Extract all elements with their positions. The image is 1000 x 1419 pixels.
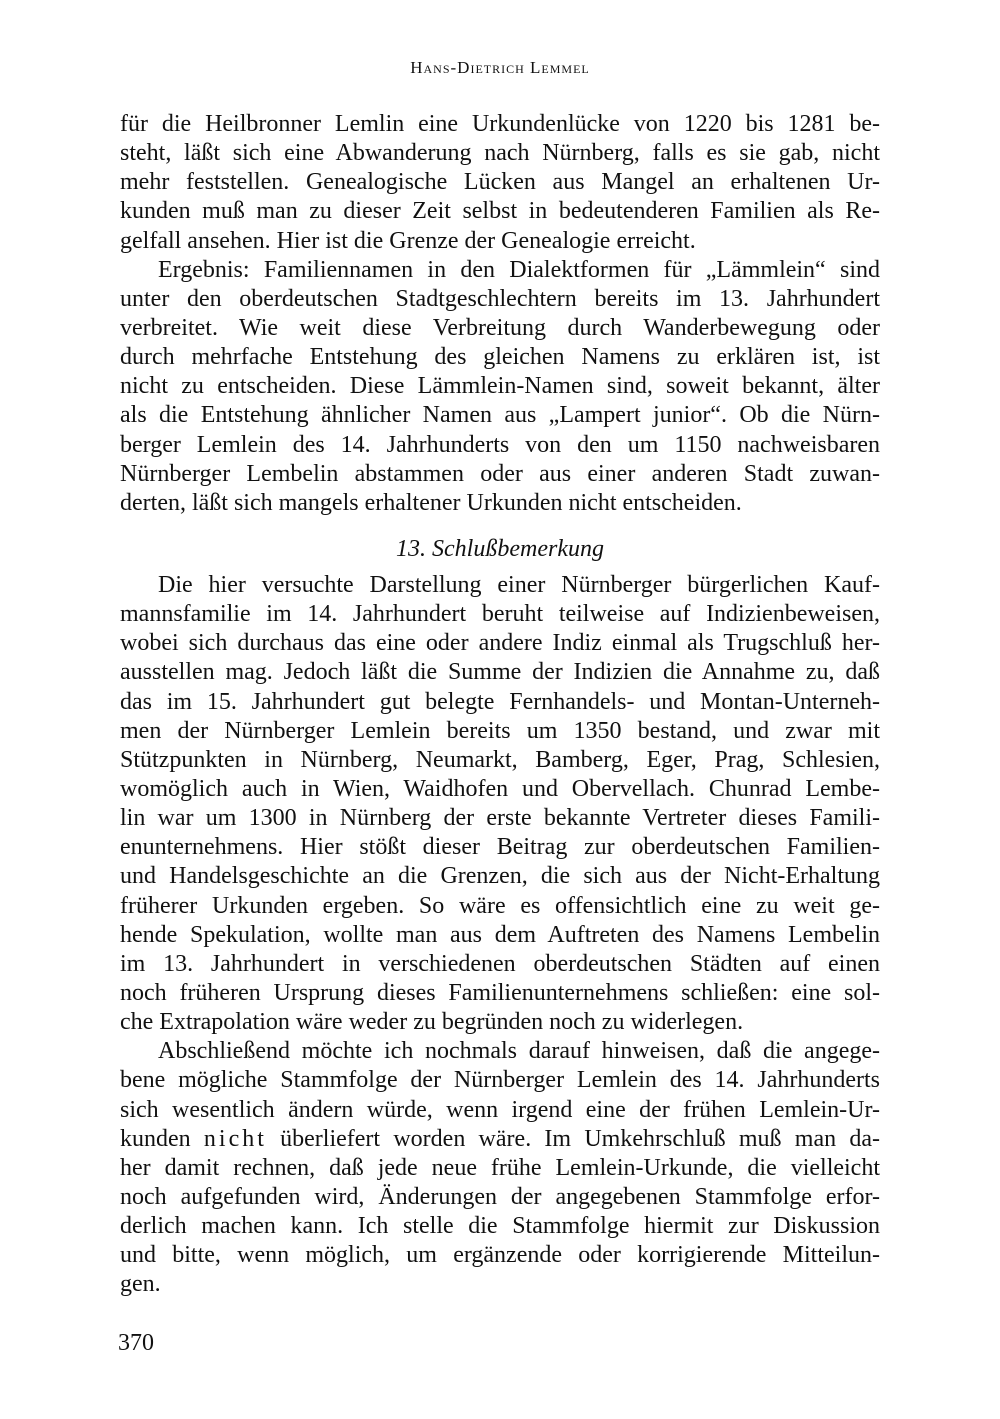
text-line: und Handelsgeschichte an die Grenzen, die sich aus der Nicht-Erhaltung bbox=[120, 863, 880, 890]
text-line: früherer Urkunden ergeben. So wäre es offensichtlich eine zu weit ge- bbox=[120, 892, 880, 919]
body-text bbox=[120, 110, 880, 1299]
text-run: überliefert worden wäre. Im Umkehrschluß muß man da- bbox=[280, 1125, 881, 1152]
text-run: kunden bbox=[120, 1125, 191, 1152]
text-line: noch früheren Ursprung dieses Familienunternehmens schließen: eine sol- bbox=[120, 979, 880, 1006]
text-line: Abschließend möchte ich nochmals darauf hinweisen, daß die angege- bbox=[158, 1038, 880, 1065]
text-line bbox=[120, 1125, 880, 1154]
text-line: mannsfamilie im 14. Jahrhundert beruht teilweise auf Indizienbeweisen, bbox=[120, 601, 880, 628]
text-line: her damit rechnen, daß jede neue frühe Lemlein-Urkunde, die vielleicht bbox=[120, 1154, 880, 1181]
text-line: derten, läßt sich mangels erhaltener Urkunden nicht entscheiden. bbox=[120, 489, 742, 516]
text-line: berger Lemlein des 14. Jahrhunderts von den um 1150 nachweisbaren bbox=[120, 431, 880, 458]
text-line: steht, läßt sich eine Abwanderung nach Nürnberg, falls es sie gab, nicht bbox=[120, 140, 880, 167]
text-line: ausstellen mag. Jedoch läßt die Summe der Indizien die Annahme zu, daß bbox=[120, 659, 880, 686]
emphasized-word: nicht bbox=[203, 1125, 267, 1152]
text-line: hende Spekulation, wollte man aus dem Auftreten des Namens Lembelin bbox=[120, 921, 880, 948]
paragraph bbox=[120, 256, 880, 518]
running-head: Hans-Dietrich Lemmel bbox=[410, 58, 590, 77]
text-line: Nürnberger Lembelin abstammen oder aus einer anderen Stadt zuwan- bbox=[120, 460, 880, 487]
text-line: lin war um 1300 in Nürnberg der erste bekannte Vertreter dieses Famili- bbox=[120, 805, 880, 832]
text-line: womöglich auch in Wien, Waidhofen und Obervellach. Chunrad Lembe- bbox=[120, 775, 880, 802]
text-line: bene mögliche Stammfolge der Nürnberger Lemlein des 14. Jahrhunderts bbox=[120, 1067, 880, 1094]
text-line: Ergebnis: Familiennamen in den Dialektformen für „Lämmlein“ sind bbox=[158, 256, 880, 283]
text-line: noch aufgefunden wird, Änderungen der angegebenen Stammfolge erfor- bbox=[120, 1183, 880, 1210]
text-line: sich wesentlich ändern würde, wenn irgend eine der frühen Lemlein-Ur- bbox=[120, 1096, 880, 1123]
paragraph bbox=[120, 1037, 880, 1299]
text-line: und bitte, wenn möglich, um ergänzende oder korrigierende Mitteilun- bbox=[120, 1242, 880, 1269]
text-line: mehr feststellen. Genealogische Lücken aus Mangel an erhaltenen Ur- bbox=[120, 169, 880, 196]
text-line: wobei sich durchaus das eine oder andere Indiz einmal als Trugschluß her- bbox=[120, 630, 880, 657]
text-line: unter den oberdeutschen Stadtgeschlechtern bereits im 13. Jahrhundert bbox=[120, 285, 880, 312]
text-line: für die Heilbronner Lemlin eine Urkundenlücke von 1220 bis 1281 be- bbox=[120, 111, 880, 137]
text-line: durch mehrfache Entstehung des gleichen Namens zu erklären ist, ist bbox=[120, 344, 880, 371]
text-line: nicht zu entscheiden. Diese Lämmlein-Namen sind, soweit bekannt, älter bbox=[120, 373, 880, 400]
text-line: enunternehmens. Hier stößt dieser Beitrag zur oberdeutschen Familien- bbox=[120, 834, 880, 861]
text-line: derlich machen kann. Ich stelle die Stammfolge hiermit zur Diskussion bbox=[120, 1213, 880, 1240]
paragraph bbox=[120, 110, 880, 256]
text-line: das im 15. Jahrhundert gut belegte Fernhandels- und Montan-Unterneh- bbox=[120, 688, 880, 715]
section-heading: 13. Schlußbemerkung bbox=[396, 535, 604, 562]
text-line: men der Nürnberger Lemlein bereits um 1350 bestand, und zwar mit bbox=[120, 717, 880, 744]
text-line: kunden muß man zu dieser Zeit selbst in bedeutenderen Familien als Re- bbox=[120, 198, 880, 225]
text-line: Stützpunkten in Nürnberg, Neumarkt, Bamberg, Eger, Prag, Schlesien, bbox=[120, 746, 880, 773]
text-line: gen. bbox=[120, 1271, 161, 1298]
paragraph bbox=[120, 571, 880, 1037]
page-number: 370 bbox=[118, 1330, 154, 1356]
text-line: che Extrapolation wäre weder zu begründen noch zu widerlegen. bbox=[120, 1009, 744, 1036]
text-line: als die Entstehung ähnlicher Namen aus „Lampert junior“. Ob die Nürn- bbox=[120, 402, 880, 429]
text-line: im 13. Jahrhundert in verschiedenen oberdeutschen Städten auf einen bbox=[120, 950, 880, 977]
text-line: gelfall ansehen. Hier ist die Grenze der Genealogie erreicht. bbox=[120, 227, 696, 254]
text-line: Die hier versuchte Darstellung einer Nürnberger bürgerlichen Kauf- bbox=[158, 571, 880, 598]
text-line: verbreitet. Wie weit diese Verbreitung durch Wanderbewegung oder bbox=[120, 314, 880, 341]
